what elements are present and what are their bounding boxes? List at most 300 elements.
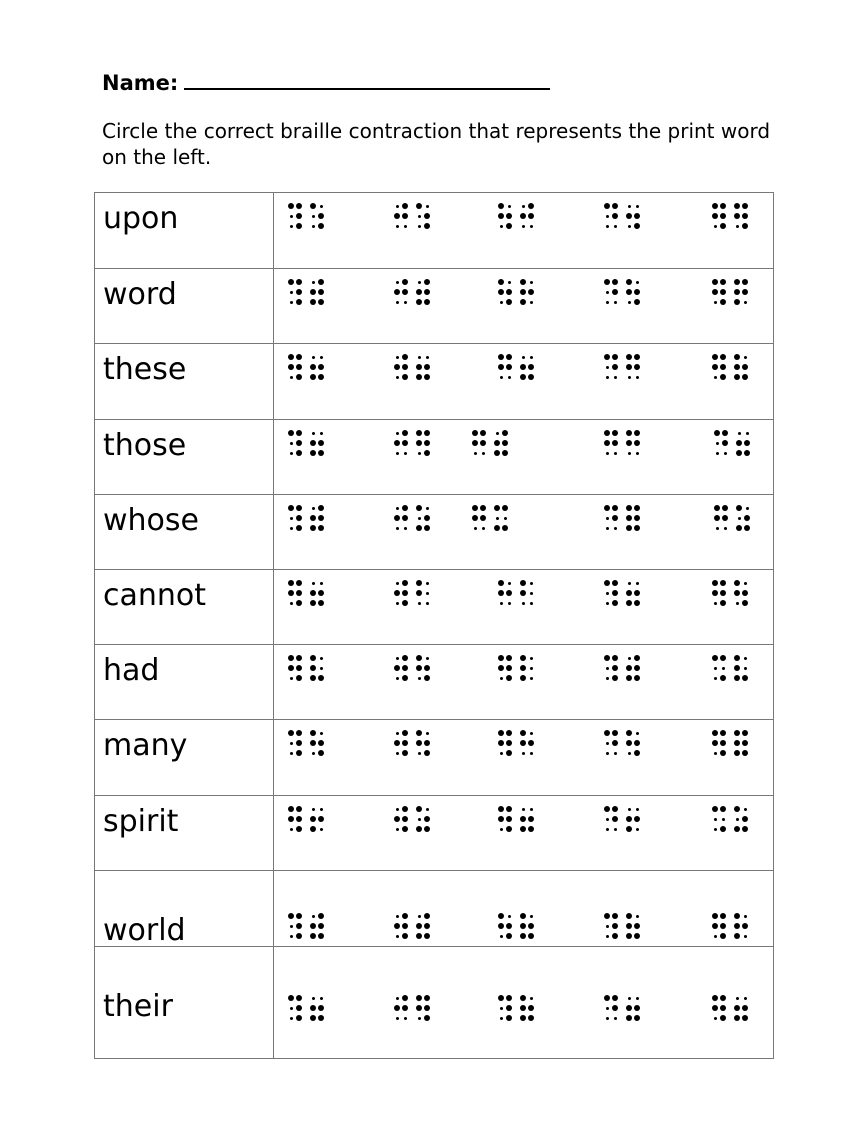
braille-dot-empty: [404, 301, 407, 304]
braille-dot-raised: [720, 1005, 726, 1011]
braille-option[interactable]: [498, 730, 544, 766]
braille-dot-raised: [720, 203, 726, 209]
braille-dot-empty: [714, 301, 717, 304]
braille-option[interactable]: [604, 505, 650, 541]
braille-dot-empty: [714, 1017, 717, 1020]
braille-dot-raised: [612, 995, 618, 1001]
braille-dot-raised: [296, 279, 302, 285]
braille-dot-raised: [318, 223, 324, 229]
braille-dot-raised: [288, 279, 294, 285]
braille-dot-raised: [288, 354, 294, 360]
braille-dot-raised: [424, 440, 430, 446]
braille-dot-raised: [318, 1005, 324, 1011]
braille-dot-raised: [296, 430, 302, 436]
braille-dot-empty: [636, 281, 639, 284]
braille-option[interactable]: [498, 655, 544, 691]
braille-option[interactable]: [394, 730, 440, 766]
braille-dot-raised: [498, 580, 504, 586]
braille-option[interactable]: [712, 655, 758, 691]
braille-dot-raised: [612, 505, 618, 511]
braille-dot-raised: [734, 1015, 740, 1021]
braille-dot-raised: [296, 450, 302, 456]
braille-dot-raised: [318, 299, 324, 305]
braille-dot-empty: [396, 732, 399, 735]
braille-dot-raised: [506, 923, 512, 929]
braille-option[interactable]: [288, 203, 334, 239]
braille-dot-raised: [722, 515, 728, 521]
braille-dot-empty: [290, 677, 293, 680]
braille-dot-raised: [424, 913, 430, 919]
braille-option[interactable]: [394, 913, 440, 949]
braille-dot-empty: [636, 997, 639, 1000]
braille-dot-empty: [396, 828, 399, 831]
braille-dot-raised: [736, 450, 742, 456]
braille-option[interactable]: [604, 730, 650, 766]
braille-dot-raised: [288, 665, 294, 671]
braille-dot-empty: [628, 205, 631, 208]
braille-dot-raised: [424, 515, 430, 521]
braille-dot-empty: [426, 582, 429, 585]
braille-dot-raised: [416, 740, 422, 746]
braille-dot-raised: [734, 354, 740, 360]
braille-dot-raised: [520, 913, 526, 919]
braille-dot-raised: [722, 430, 728, 436]
braille-dot-raised: [742, 750, 748, 756]
braille-option[interactable]: [712, 913, 758, 949]
braille-dot-raised: [402, 655, 408, 661]
braille-dot-raised: [402, 289, 408, 295]
braille-dot-raised: [634, 354, 640, 360]
braille-option[interactable]: [288, 913, 334, 949]
braille-dot-raised: [626, 289, 632, 295]
braille-dot-raised: [296, 223, 302, 229]
braille-dot-raised: [310, 923, 316, 929]
braille-dot-raised: [296, 600, 302, 606]
braille-dot-empty: [744, 935, 747, 938]
braille-option[interactable]: [604, 279, 650, 315]
braille-dot-empty: [636, 828, 639, 831]
braille-dot-raised: [742, 675, 748, 681]
braille-dot-empty: [500, 752, 503, 755]
braille-dot-empty: [746, 432, 749, 435]
braille-option[interactable]: [604, 354, 650, 390]
braille-dot-empty: [426, 205, 429, 208]
braille-dot-raised: [402, 364, 408, 370]
braille-dot-raised: [506, 299, 512, 305]
braille-option[interactable]: [498, 806, 544, 842]
braille-dot-raised: [402, 430, 408, 436]
braille-dot-raised: [734, 1005, 740, 1011]
braille-dot-raised: [424, 450, 430, 456]
print-word-cell: [95, 720, 274, 795]
braille-option[interactable]: [394, 203, 440, 239]
braille-dot-empty: [606, 677, 609, 680]
braille-dot-empty: [396, 935, 399, 938]
braille-option[interactable]: [288, 430, 334, 466]
braille-dot-raised: [626, 364, 632, 370]
braille-dot-raised: [634, 1005, 640, 1011]
braille-dot-raised: [626, 826, 632, 832]
braille-dot-empty: [530, 732, 533, 735]
braille-dot-empty: [290, 225, 293, 228]
braille-option[interactable]: [288, 354, 334, 390]
braille-dot-raised: [528, 826, 534, 832]
braille-dot-empty: [628, 301, 631, 304]
braille-dot-raised: [520, 299, 526, 305]
braille-dot-raised: [402, 665, 408, 671]
braille-dot-raised: [296, 816, 302, 822]
braille-dot-raised: [502, 440, 508, 446]
table-row: [95, 268, 773, 343]
braille-option[interactable]: [712, 354, 758, 390]
braille-dot-empty: [404, 527, 407, 530]
braille-dot-raised: [424, 299, 430, 305]
braille-dot-empty: [320, 732, 323, 735]
braille-dot-raised: [416, 364, 422, 370]
braille-dot-raised: [612, 655, 618, 661]
braille-dot-empty: [396, 1017, 399, 1020]
braille-dot-empty: [312, 507, 315, 510]
braille-dot-raised: [612, 289, 618, 295]
braille-dot-empty: [290, 291, 293, 294]
print-word-cell: [95, 947, 274, 1058]
braille-dot-raised: [318, 600, 324, 606]
braille-dot-raised: [626, 1005, 632, 1011]
braille-dot-raised: [634, 525, 640, 531]
braille-dot-raised: [498, 289, 504, 295]
braille-dot-raised: [528, 213, 534, 219]
braille-dot-raised: [394, 740, 400, 746]
braille-dot-empty: [530, 667, 533, 670]
braille-dot-raised: [604, 354, 610, 360]
braille-dot-raised: [712, 289, 718, 295]
braille-dot-raised: [506, 675, 512, 681]
braille-dot-raised: [498, 913, 504, 919]
braille-dot-raised: [720, 374, 726, 380]
braille-dot-empty: [614, 828, 617, 831]
braille-dot-empty: [312, 215, 315, 218]
braille-option[interactable]: [604, 430, 650, 466]
braille-dot-raised: [734, 374, 740, 380]
braille-dot-empty: [404, 1017, 407, 1020]
braille-dot-empty: [500, 1017, 503, 1020]
braille-dot-raised: [612, 913, 618, 919]
braille-dot-empty: [404, 452, 407, 455]
braille-option[interactable]: [712, 806, 758, 842]
braille-dot-empty: [290, 1007, 293, 1010]
braille-dot-empty: [530, 602, 533, 605]
braille-dot-raised: [424, 1015, 430, 1021]
braille-option[interactable]: [604, 580, 650, 616]
braille-option[interactable]: [714, 505, 760, 541]
braille-option[interactable]: [712, 279, 758, 315]
braille-option[interactable]: [712, 580, 758, 616]
braille-dot-raised: [634, 1015, 640, 1021]
braille-dot-empty: [426, 507, 429, 510]
braille-dot-raised: [498, 995, 504, 1001]
braille-dot-raised: [288, 655, 294, 661]
braille-dot-empty: [714, 818, 717, 821]
braille-dot-empty: [396, 452, 399, 455]
braille-dot-raised: [296, 374, 302, 380]
braille-dot-raised: [402, 203, 408, 209]
braille-option[interactable]: [288, 279, 334, 315]
braille-dot-empty: [396, 582, 399, 585]
braille-dot-raised: [416, 580, 422, 586]
braille-dot-raised: [310, 203, 316, 209]
braille-dot-raised: [502, 430, 508, 436]
braille-option[interactable]: [288, 505, 334, 541]
braille-option[interactable]: [394, 806, 440, 842]
braille-option[interactable]: [394, 505, 440, 541]
braille-dot-raised: [288, 364, 294, 370]
braille-option[interactable]: [394, 279, 440, 315]
braille-dot-raised: [402, 600, 408, 606]
braille-dot-raised: [604, 995, 610, 1001]
braille-option[interactable]: [472, 430, 518, 466]
braille-dot-empty: [500, 301, 503, 304]
braille-option[interactable]: [712, 203, 758, 239]
braille-dot-raised: [472, 440, 478, 446]
braille-dot-raised: [742, 740, 748, 746]
braille-options: [274, 344, 773, 419]
braille-dot-raised: [734, 675, 740, 681]
braille-dot-raised: [734, 806, 740, 812]
braille-option[interactable]: [604, 655, 650, 691]
braille-option[interactable]: [498, 995, 544, 1031]
braille-dot-raised: [296, 203, 302, 209]
braille-dot-raised: [494, 505, 500, 511]
braille-dot-empty: [396, 225, 399, 228]
braille-dot-empty: [722, 667, 725, 670]
table-row: [95, 795, 773, 870]
braille-dot-empty: [290, 1017, 293, 1020]
braille-dot-raised: [296, 923, 302, 929]
braille-dot-raised: [626, 430, 632, 436]
braille-option[interactable]: [712, 730, 758, 766]
braille-dot-empty: [606, 527, 609, 530]
braille-dot-empty: [606, 1017, 609, 1020]
braille-dot-raised: [394, 816, 400, 822]
braille-dot-raised: [506, 213, 512, 219]
braille-dot-empty: [290, 517, 293, 520]
braille-dot-raised: [634, 515, 640, 521]
braille-dot-empty: [636, 582, 639, 585]
braille-dot-empty: [312, 808, 315, 811]
braille-dot-empty: [418, 517, 421, 520]
braille-dot-raised: [402, 913, 408, 919]
braille-dot-raised: [634, 816, 640, 822]
braille-dot-empty: [744, 657, 747, 660]
braille-dot-raised: [402, 806, 408, 812]
braille-dot-raised: [742, 364, 748, 370]
braille-options: [274, 495, 773, 569]
braille-dot-empty: [396, 808, 399, 811]
braille-dot-empty: [614, 225, 617, 228]
braille-dot-empty: [736, 997, 739, 1000]
braille-dot-raised: [498, 364, 504, 370]
braille-dot-raised: [520, 665, 526, 671]
braille-dot-empty: [628, 452, 631, 455]
braille-dot-empty: [418, 281, 421, 284]
braille-dot-raised: [394, 1005, 400, 1011]
braille-dot-raised: [424, 675, 430, 681]
braille-dot-empty: [418, 356, 421, 359]
braille-dot-raised: [528, 923, 534, 929]
braille-dot-raised: [712, 590, 718, 596]
braille-dot-raised: [742, 1015, 748, 1021]
braille-dot-raised: [742, 223, 748, 229]
braille-dot-raised: [498, 923, 504, 929]
braille-option[interactable]: [394, 580, 440, 616]
braille-dot-raised: [296, 440, 302, 446]
braille-dot-raised: [734, 590, 740, 596]
braille-dot-raised: [480, 505, 486, 511]
braille-dot-empty: [636, 452, 639, 455]
braille-dot-raised: [310, 730, 316, 736]
braille-dot-raised: [742, 730, 748, 736]
braille-dot-empty: [500, 376, 503, 379]
braille-dot-raised: [424, 826, 430, 832]
braille-option[interactable]: [498, 203, 544, 239]
braille-dot-empty: [614, 376, 617, 379]
braille-dot-raised: [634, 600, 640, 606]
braille-dot-empty: [396, 507, 399, 510]
braille-dot-raised: [424, 364, 430, 370]
braille-dot-raised: [626, 354, 632, 360]
braille-dot-raised: [604, 440, 610, 446]
braille-dot-raised: [494, 440, 500, 446]
braille-dot-empty: [504, 517, 507, 520]
braille-dot-empty: [614, 301, 617, 304]
braille-option[interactable]: [288, 580, 334, 616]
braille-option[interactable]: [288, 655, 334, 691]
braille-dot-empty: [736, 602, 739, 605]
print-word: those: [103, 428, 187, 463]
braille-dot-raised: [742, 826, 748, 832]
braille-option[interactable]: [604, 806, 650, 842]
braille-dot-raised: [712, 354, 718, 360]
braille-dot-raised: [722, 440, 728, 446]
braille-dot-raised: [310, 665, 316, 671]
braille-dot-raised: [416, 995, 422, 1001]
braille-dot-raised: [310, 450, 316, 456]
braille-dot-raised: [506, 1015, 512, 1021]
braille-option[interactable]: [714, 430, 760, 466]
braille-options: [274, 193, 773, 268]
braille-dot-raised: [318, 675, 324, 681]
braille-dot-raised: [712, 995, 718, 1001]
braille-dot-raised: [634, 933, 640, 939]
braille-dot-empty: [636, 808, 639, 811]
print-word: these: [103, 352, 187, 387]
braille-option[interactable]: [712, 995, 758, 1031]
braille-dot-raised: [502, 525, 508, 531]
braille-dot-raised: [626, 590, 632, 596]
braille-dot-empty: [396, 205, 399, 208]
braille-dot-empty: [290, 828, 293, 831]
braille-dot-empty: [396, 376, 399, 379]
braille-dot-raised: [612, 806, 618, 812]
braille-dot-raised: [472, 505, 478, 511]
braille-dot-empty: [530, 582, 533, 585]
braille-option[interactable]: [498, 279, 544, 315]
braille-dot-empty: [312, 582, 315, 585]
braille-option[interactable]: [394, 995, 440, 1031]
braille-dot-raised: [498, 730, 504, 736]
braille-dot-raised: [424, 995, 430, 1001]
braille-dot-raised: [734, 299, 740, 305]
braille-dot-raised: [612, 740, 618, 746]
braille-dot-empty: [312, 915, 315, 918]
braille-dot-empty: [496, 517, 499, 520]
braille-options: [274, 645, 773, 719]
braille-dot-raised: [634, 223, 640, 229]
braille-dot-raised: [712, 203, 718, 209]
braille-dot-empty: [738, 432, 741, 435]
braille-option[interactable]: [604, 913, 650, 949]
braille-dot-raised: [520, 590, 526, 596]
braille-dot-raised: [612, 816, 618, 822]
braille-option[interactable]: [288, 730, 334, 766]
braille-dot-raised: [424, 816, 430, 822]
braille-dot-raised: [296, 826, 302, 832]
braille-option[interactable]: [394, 354, 440, 390]
braille-dot-raised: [296, 1005, 302, 1011]
braille-option[interactable]: [394, 655, 440, 691]
braille-dot-raised: [604, 730, 610, 736]
braille-dot-empty: [530, 225, 533, 228]
braille-dot-empty: [312, 281, 315, 284]
table-row: [95, 494, 773, 569]
braille-dot-empty: [530, 677, 533, 680]
braille-dot-empty: [396, 432, 399, 435]
braille-dot-raised: [310, 440, 316, 446]
braille-dot-empty: [530, 592, 533, 595]
braille-dot-raised: [744, 440, 750, 446]
braille-option[interactable]: [604, 995, 650, 1031]
braille-dot-empty: [396, 602, 399, 605]
braille-dot-raised: [310, 655, 316, 661]
braille-option[interactable]: [604, 203, 650, 239]
braille-dot-empty: [508, 205, 511, 208]
braille-option[interactable]: [394, 430, 440, 466]
braille-dot-raised: [742, 203, 748, 209]
braille-dot-raised: [416, 430, 422, 436]
braille-option[interactable]: [498, 913, 544, 949]
braille-dot-empty: [396, 677, 399, 680]
braille-dot-raised: [402, 213, 408, 219]
print-word-cell: [95, 871, 274, 946]
braille-dot-raised: [402, 505, 408, 511]
braille-dot-raised: [528, 816, 534, 822]
braille-dot-raised: [310, 675, 316, 681]
braille-dot-empty: [606, 818, 609, 821]
braille-dot-raised: [506, 665, 512, 671]
braille-dot-raised: [634, 430, 640, 436]
braille-dot-raised: [402, 923, 408, 929]
braille-option[interactable]: [498, 580, 544, 616]
braille-dot-raised: [734, 923, 740, 929]
braille-option[interactable]: [288, 806, 334, 842]
braille-dot-empty: [320, 205, 323, 208]
braille-option[interactable]: [498, 354, 544, 390]
braille-option[interactable]: [288, 995, 334, 1031]
braille-dot-raised: [626, 440, 632, 446]
braille-option[interactable]: [472, 505, 518, 541]
braille-dot-raised: [416, 505, 422, 511]
name-blank-line: [184, 66, 550, 90]
